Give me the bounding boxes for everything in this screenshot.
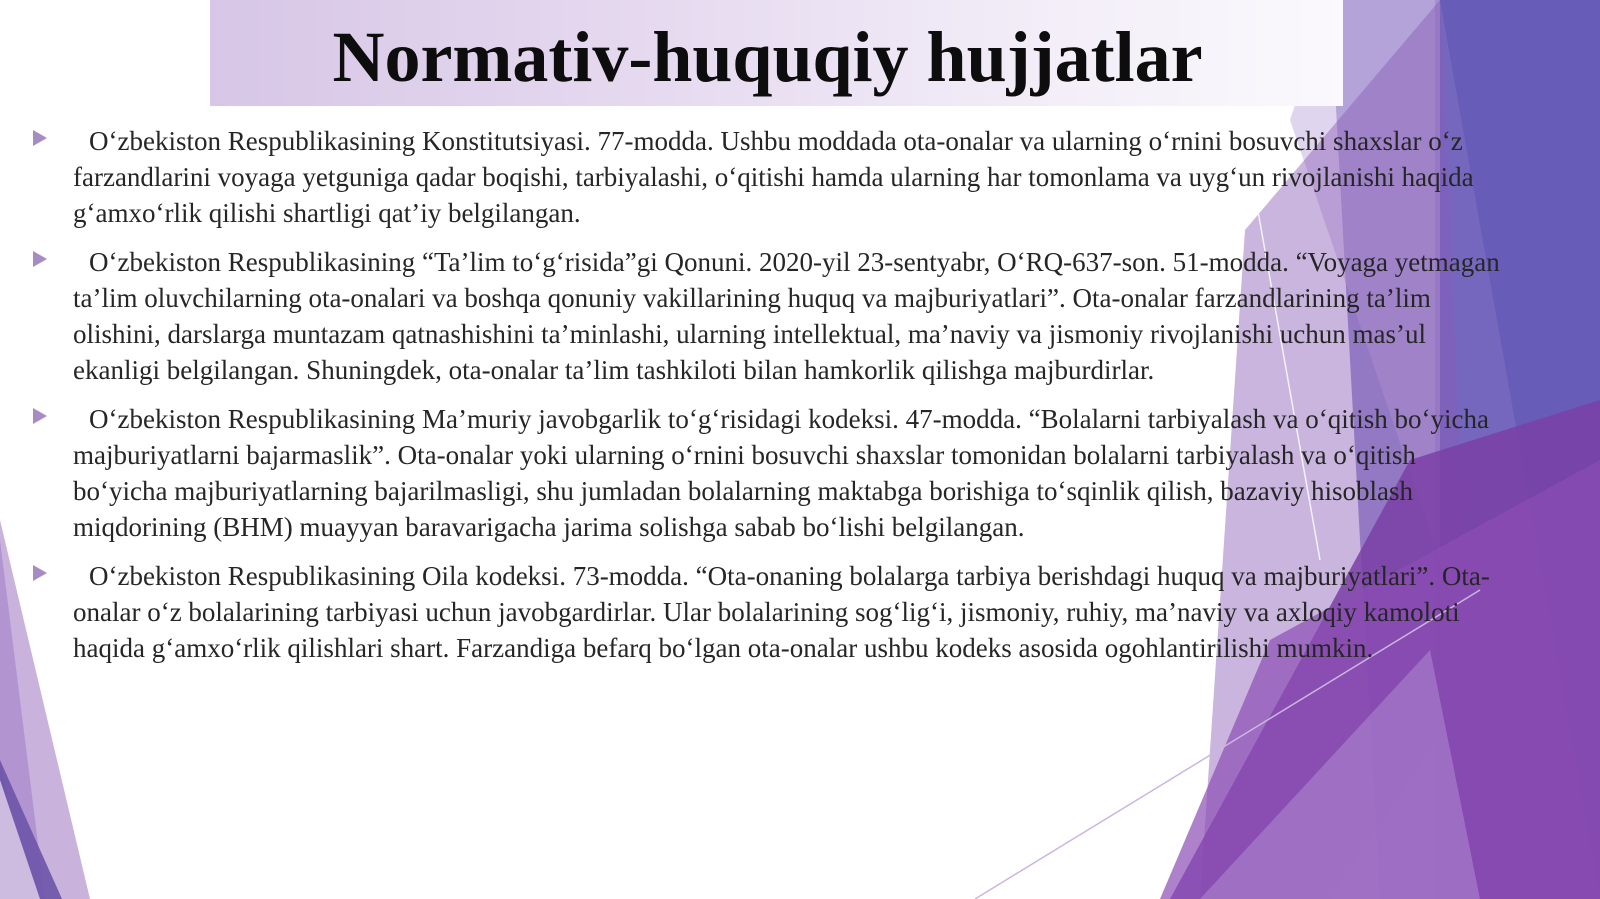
triangle-bullet-icon: [31, 564, 49, 582]
bullet-item: [0, 401, 1560, 545]
slide-title: Normativ-huquqiy hujjatlar: [332, 17, 1203, 97]
bullet-item: [0, 123, 1560, 231]
bullet-item: [0, 558, 1560, 666]
bullet-text: O‘zbekiston Respublikasining Oila kodeksi. 73-modda. “Ota-onaning bolalarga tarbiya berishdagi huquq va majburiyatlari”. Ota-onalar o‘z bolalarining tarbiyasi uchun javobgardirlar. Ular bolalarining sog‘lig‘i, jismoniy, ruhiy, ma’naviy va axloqiy kamoloti haqida g‘amxo‘rlik qilishlari shart. Farzandiga befarq bo‘lgan ota-onalar ushbu kodeks asosida ogohlantirilishi mumkin.: [73, 561, 1490, 663]
triangle-bullet-icon: [31, 250, 49, 268]
bullet-text: O‘zbekiston Respublikasining Konstitutsiyasi. 77-modda. Ushbu moddada ota-onalar va ularning o‘rnini bosuvchi shaxslar o‘z farzandlarini voyaga yetguniga qadar boqishi, tarbiyalashi, o‘qitishi hamda ularning har tomonlama va uyg‘un rivojlanishi haqida g‘amxo‘rlik qilishi shartligi qat’iy belgilangan.: [73, 126, 1474, 228]
bullet-text: O‘zbekiston Respublikasining Ma’muriy javobgarlik to‘g‘risidagi kodeksi. 47-modda. “Bolalarni tarbiyalash va o‘qitish bo‘yicha majburiyatlarni bajarmaslik”. Ota-onalar yoki ularning o‘rnini bosuvchi shaxslar tomonidan bolalarni tarbiyalash va o‘qitish bo‘yicha majburiyatlarning bajarilmasligi, shu jumladan bolalarning maktabga borishiga to‘sqinlik qilish, bazaviy hisoblash miqdorining (BHM) muayyan baravarigacha jarima solishga sabab bo‘lishi belgilangan.: [73, 404, 1489, 542]
triangle-bullet-icon: [31, 129, 49, 147]
bullet-item: [0, 244, 1560, 388]
bullet-text: O‘zbekiston Respublikasining “Ta’lim to‘g‘risida”gi Qonuni. 2020-yil 23-sentyabr, O‘RQ-637-son. 51-modda. “Voyaga yetmagan ta’lim oluvchilarning ota-onalari va boshqa qonuniy vakillarining huquq va majburiyatlari”. Ota-onalar farzandlarining ta’lim olishini, darslarga muntazam qatnashishini ta’minlashi, ularning intellektual, ma’naviy va jismoniy rivojlanishi uchun mas’ul ekanligi belgilangan. Shuningdek, ota-onalar ta’lim tashkiloti bilan hamkorlik qilishga majburdirlar.: [73, 247, 1500, 385]
triangle-bullet-icon: [31, 407, 49, 425]
bullet-list: [0, 123, 1560, 679]
